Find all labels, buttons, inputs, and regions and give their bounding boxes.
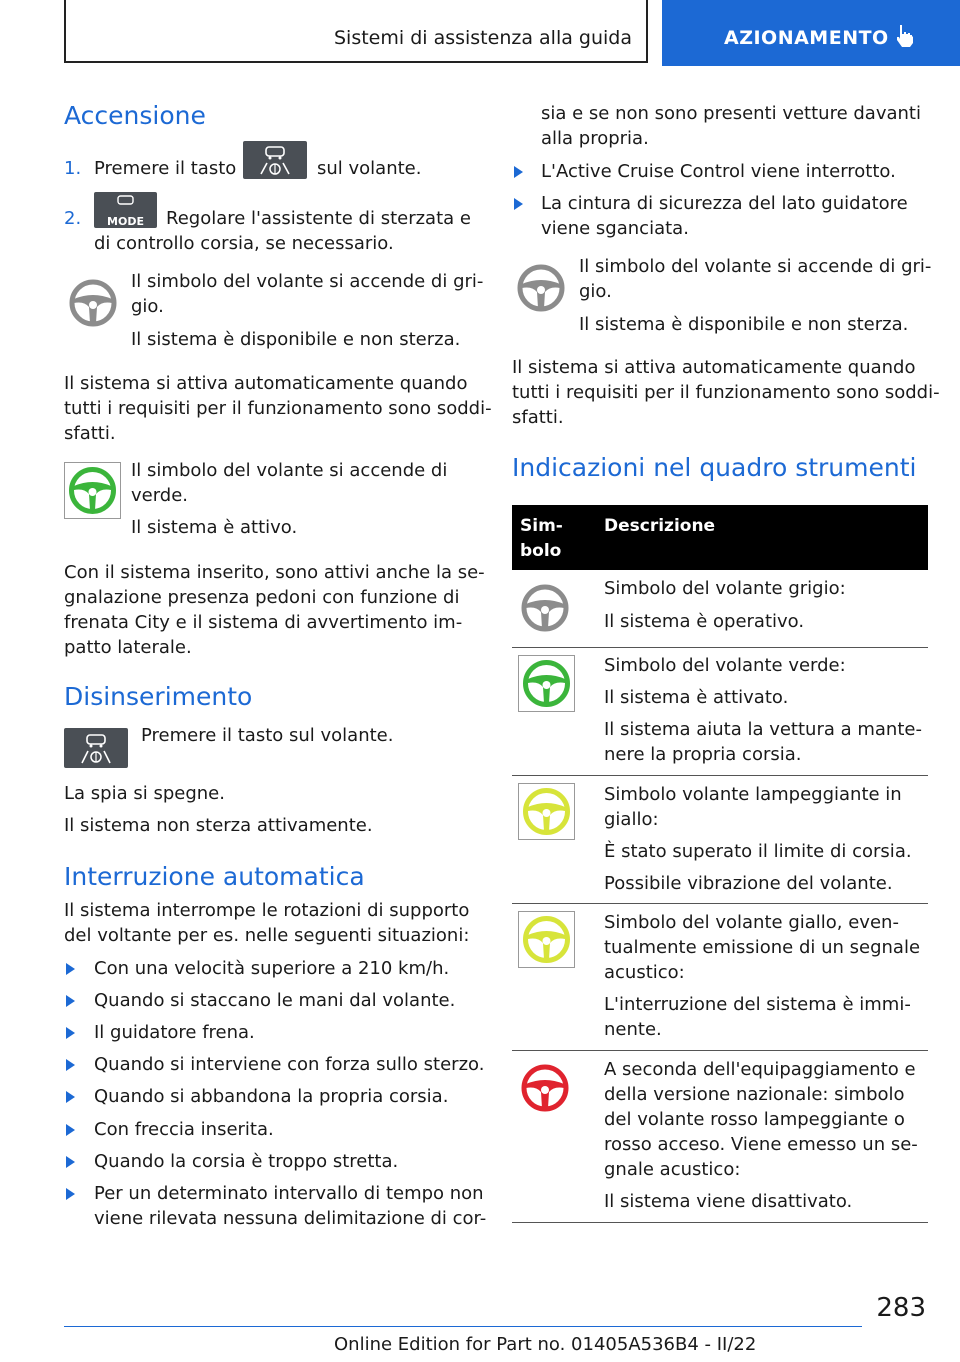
bullet-text: Quando la corsia è troppo stretta. — [94, 1151, 399, 1172]
table-header — [512, 505, 928, 570]
table-cell-text: Simbolo del volante grigio: — [604, 578, 846, 599]
table-cell-text: Il sistema viene disattivato. — [604, 1191, 853, 1212]
bullet-triangle-icon — [66, 1188, 75, 1200]
paragraph-line: Premere il tasto sul volante. — [141, 725, 394, 746]
bullet-triangle-icon — [514, 198, 523, 210]
table-row-divider — [512, 1222, 928, 1223]
icon-caption: Il simbolo del volante si accende di gri- — [131, 271, 484, 292]
table-cell-text: Il sistema è attivato. — [604, 687, 789, 708]
bullet-triangle-icon — [66, 1059, 75, 1071]
paragraph-line: Il sistema non sterza attivamente. — [64, 815, 373, 836]
heading-accensione: Accensione — [64, 101, 206, 130]
table-cell-text: rosso acceso. Viene emesso un se- — [604, 1134, 918, 1155]
table-cell-text: Simbolo volante lampeggiante in — [604, 784, 902, 805]
table-cell-text: Il sistema è operativo. — [604, 611, 805, 632]
table-row-divider — [512, 1050, 928, 1051]
step-number: 2. — [64, 208, 82, 229]
table-cell-text: acustico: — [604, 962, 685, 983]
bullet-text: La cintura di sicurezza del lato guidatore — [541, 193, 908, 214]
bullet-text: viene rilevata nessuna delimitazione di cor- — [94, 1208, 487, 1229]
steering-wheel-yellow-icon — [518, 911, 575, 968]
section-title: Sistemi di assistenza alla guida — [333, 27, 632, 49]
icon-caption: Il simbolo del volante si accende di gri- — [579, 256, 932, 277]
step-text: Premere il tasto — [94, 158, 237, 179]
table-row-divider — [512, 903, 928, 904]
column-header-descrizione: Descrizione — [604, 516, 716, 536]
step-text: Regolare l'assistente di sterzata e — [166, 208, 471, 229]
table-cell-text: nente. — [604, 1019, 662, 1040]
icon-caption: verde. — [131, 485, 189, 506]
table-cell-text: Il sistema aiuta la vettura a mante- — [604, 719, 922, 740]
table-cell-text: Possibile vibrazione del volante. — [604, 873, 893, 894]
table-cell-text: gnale acustico: — [604, 1159, 741, 1180]
icon-caption: Il sistema è disponibile e non sterza. — [131, 329, 461, 350]
column-header-simbolo: Sim- — [520, 516, 563, 536]
bullet-triangle-icon — [66, 1156, 75, 1168]
section-header — [64, 0, 648, 63]
steering-wheel-grey-icon — [518, 582, 572, 634]
table-cell-text: È stato superato il limite di corsia. — [604, 841, 912, 862]
step-text: di controllo corsia, se necessario. — [94, 233, 394, 254]
lane-assist-button-icon — [243, 141, 307, 179]
bullet-text: L'Active Cruise Control viene interrotto. — [541, 161, 896, 182]
table-cell-text: giallo: — [604, 809, 659, 830]
hand-pointer-icon — [894, 23, 918, 49]
bullet-text: viene sganciata. — [541, 218, 689, 239]
table-cell-text: tualmente emissione di un segnale — [604, 937, 921, 958]
table-row-divider — [512, 647, 928, 648]
icon-caption: Il simbolo del volante si accende di — [131, 460, 448, 481]
paragraph-line: sfatti. — [64, 423, 116, 444]
paragraph-line: del voltante per es. nelle seguenti situazioni: — [64, 925, 470, 946]
paragraph-line: La spia si spegne. — [64, 783, 225, 804]
paragraph-line: gnalazione presenza pedoni con funzione di — [64, 587, 460, 608]
step-text: sul volante. — [317, 158, 422, 179]
bullet-text: Per un determinato intervallo di tempo non — [94, 1183, 484, 1204]
mode-label: MODE — [107, 215, 144, 228]
bullet-triangle-icon — [66, 1124, 75, 1136]
table-row-divider — [512, 775, 928, 776]
paragraph-line: patto laterale. — [64, 637, 192, 658]
heading-disinserimento: Disinserimento — [64, 682, 253, 711]
heading-interruzione: Interruzione automatica — [64, 862, 365, 891]
table-cell-text: A seconda dell'equipaggiamento e — [604, 1059, 916, 1080]
table-cell-text: Simbolo del volante verde: — [604, 655, 846, 676]
column-header-simbolo: bolo — [520, 541, 562, 561]
bullet-triangle-icon — [66, 963, 75, 975]
bullet-text: Con freccia inserita. — [94, 1119, 274, 1140]
bullet-text: sia e se non sono presenti vetture davanti — [541, 103, 921, 124]
paragraph-line: Il sistema si attiva automaticamente quando — [64, 373, 468, 394]
edition-text: Online Edition for Part no. 01405A536B4 - II/22 — [334, 1334, 757, 1355]
icon-caption: Il sistema è disponibile e non sterza. — [579, 314, 909, 335]
bullet-triangle-icon — [514, 166, 523, 178]
steering-wheel-green-icon — [518, 655, 575, 712]
paragraph-line: Il sistema si attiva automaticamente quando — [512, 357, 916, 378]
bullet-text: Quando si abbandona la propria corsia. — [94, 1086, 449, 1107]
table-cell-text: Simbolo del volante giallo, even- — [604, 912, 899, 933]
paragraph-line: Con il sistema inserito, sono attivi anche la se- — [64, 562, 485, 583]
paragraph-line: frenata City e il sistema di avvertimento im- — [64, 612, 463, 633]
heading-indicazioni: Indicazioni nel quadro strumenti — [512, 453, 917, 482]
icon-caption: gio. — [131, 296, 164, 317]
bullet-triangle-icon — [66, 995, 75, 1007]
chapter-title: AZIONAMENTO — [724, 27, 889, 49]
steering-wheel-grey-icon — [514, 262, 568, 314]
paragraph-line: sfatti. — [512, 407, 564, 428]
bullet-text: Quando si interviene con forza sullo sterzo. — [94, 1054, 485, 1075]
chapter-tab — [662, 0, 960, 66]
page-number: 283 — [876, 1293, 926, 1323]
icon-caption: gio. — [579, 281, 612, 302]
steering-wheel-green-icon — [64, 462, 121, 519]
table-cell-text: L'interruzione del sistema è immi- — [604, 994, 911, 1015]
table-cell-text: della versione nazionale: simbolo — [604, 1084, 905, 1105]
bullet-text: Il guidatore frena. — [94, 1022, 255, 1043]
bullet-triangle-icon — [66, 1091, 75, 1103]
bullet-text: Con una velocità superiore a 210 km/h. — [94, 958, 450, 979]
table-cell-text: nere la propria corsia. — [604, 744, 802, 765]
table-cell-text: del volante rosso lampeggiante o — [604, 1109, 905, 1130]
bullet-triangle-icon — [66, 1027, 75, 1039]
paragraph-line: Il sistema interrompe le rotazioni di supporto — [64, 900, 470, 921]
page-header — [0, 0, 960, 66]
bullet-text: alla propria. — [541, 128, 649, 149]
step-number: 1. — [64, 158, 82, 179]
footer-rule — [64, 1326, 862, 1327]
steering-wheel-grey-icon — [66, 277, 120, 329]
paragraph-line: tutti i requisiti per il funzionamento sono soddi- — [512, 382, 940, 403]
steering-wheel-yellow-flashing-icon — [518, 783, 575, 840]
bullet-text: Quando si staccano le mani dal volante. — [94, 990, 456, 1011]
steering-wheel-red-icon — [518, 1062, 572, 1114]
paragraph-line: tutti i requisiti per il funzionamento sono soddi- — [64, 398, 492, 419]
mode-button-icon — [94, 192, 157, 228]
lane-assist-button-icon — [64, 728, 128, 768]
icon-caption: Il sistema è attivo. — [131, 517, 298, 538]
